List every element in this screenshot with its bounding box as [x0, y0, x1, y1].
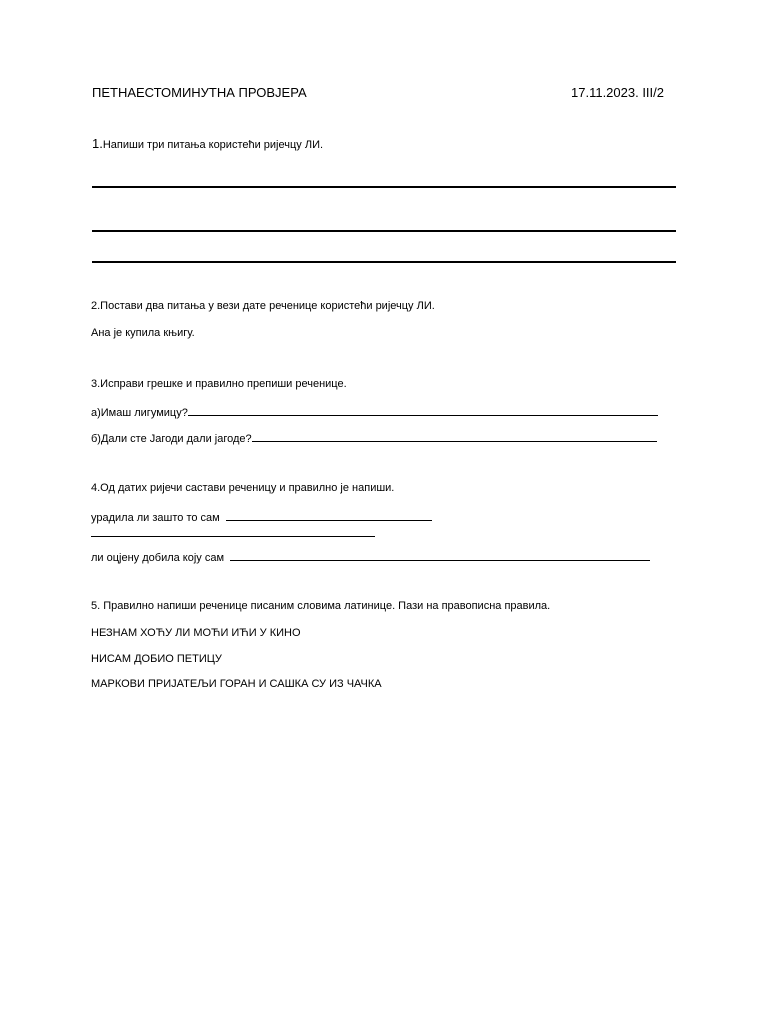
question-1-text: Напиши три питања користећи ријечцу ЛИ. — [102, 139, 324, 151]
question-3-item-b-text: б)Дали сте Јагоди дали јагоде? — [91, 433, 252, 445]
question-4-item-b — [91, 550, 650, 564]
question-1 — [92, 137, 323, 151]
question-2-text: 2.Постави два питања у вези дате реченице користећи ријечцу ЛИ. — [91, 300, 435, 312]
question-3-item-a-text: а)Имаш лигумицу? — [91, 407, 188, 419]
question-3-item-b — [91, 431, 657, 445]
question-3-item-a — [91, 405, 658, 419]
question-4-item-a-text: урадила ли зашто то сам — [91, 512, 220, 524]
question-4-text: 4.Од датих ријечи састави реченицу и правилно је напиши. — [91, 482, 395, 494]
question-3-text: 3.Исправи грешке и правилно препиши реченице. — [91, 378, 347, 390]
answer-blank — [188, 405, 658, 416]
question-5-sentence-2: НИСАМ ДОБИО ПЕТИЦУ — [91, 653, 222, 665]
question-5-sentence-1: НЕЗНАМ ХОЋУ ЛИ МОЋИ ИЋИ У КИНО — [91, 627, 301, 639]
question-1-number: 1. — [92, 136, 103, 151]
answer-blank — [230, 550, 650, 561]
answer-line-3 — [92, 261, 676, 263]
question-5-sentence-3: МАРКОВИ ПРИЈАТЕЉИ ГОРАН И САШКА СУ ИЗ ЧАЧКА — [91, 678, 382, 690]
question-4-item-b-text: ли оцјену добила коју сам — [91, 552, 225, 564]
answer-line-2 — [92, 230, 676, 232]
date-class-label: 17.11.2023. III/2 — [571, 85, 664, 100]
answer-blank — [252, 431, 657, 442]
question-5-text: 5. Правилно напиши реченице писаним словима латинице. Пази на правописна правила. — [91, 600, 551, 612]
question-2-sentence: Ана је купила књигу. — [91, 327, 195, 339]
question-4-item-a — [91, 510, 432, 524]
page-title: ПЕТНАЕСТОМИНУТНА ПРОВЈЕРА — [92, 85, 307, 100]
answer-blank-continued — [91, 536, 375, 537]
answer-blank — [226, 510, 432, 521]
answer-line-1 — [92, 186, 676, 188]
